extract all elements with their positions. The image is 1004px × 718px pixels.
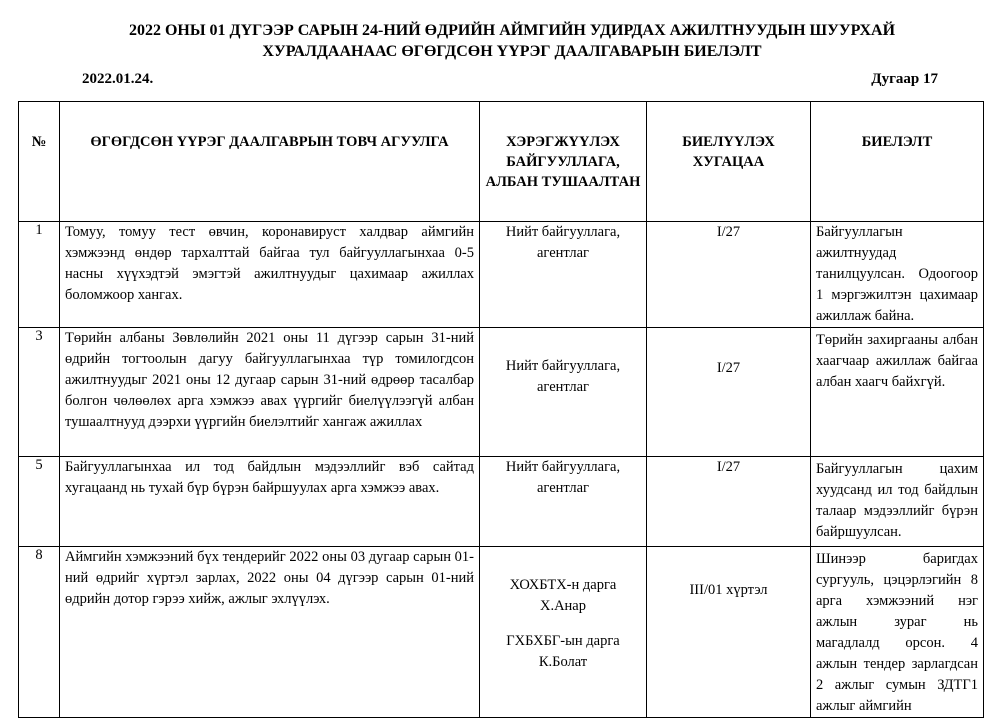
status-cell: Төрийн захиргааны албан хаагчаар ажиллаж байгаа албан хаагч байхгүй. [811,328,984,457]
deadline-cell: I/27 [647,328,811,457]
row-number: 3 [19,328,60,457]
header-task: ӨГӨГДСӨН ҮҮРЭГ ДААЛГАВРЫН ТОВЧ АГУУЛГА [60,102,480,222]
org-spacer [485,617,641,631]
row-number: 5 [19,457,60,547]
task-cell: Томуу, томуу тест өвчин, коронавируст халдвар аймгийн хэмжээнд өндөр тархалттай байгаа тул байгууллагынхаа 0-5 насны хүүхэдтэй эмэгтэй ажилтнуудыг цахимаар ажиллах боломжоор хангах. [60,222,480,328]
document-title [0,20,1004,62]
title-line-2: ХУРАЛДААНААС ӨГӨГДСӨН ҮҮРЭГ ДААЛГАВАРЫН БИЕЛЭЛТ [262,43,762,60]
header-status: БИЕЛЭЛТ [811,102,984,222]
org-title-2: ГХБХБГ-ын дарга [506,633,620,649]
title-line-1: 2022 ОНЫ 01 ДҮГЭЭР САРЫН 24-НИЙ ӨДРИЙН АЙМГИЙН УДИРДАХ АЖИЛТНУУДЫН ШУУРХАЙ [128,22,896,39]
org-person-2: К.Болат [538,654,588,670]
org-cell [480,547,647,718]
org-cell: Нийт байгууллага, агентлаг [480,222,647,328]
task-cell: Аймгийн хэмжээний бүх тендерийг 2022 оны 03 дугаар сарын 01-ний өдрийг хүртэл зарлах, 2022 оны 04 дүгээр сарын 01-ний өдрийн дотор гэрээ хийж, ажлыг эхлүүлэх. [60,547,480,718]
deadline-cell: I/27 [647,222,811,328]
table-row [19,457,984,547]
table-header-row [19,102,984,222]
deadline-cell: I/27 [647,457,811,547]
org-cell: Нийт байгууллага, агентлаг [480,457,647,547]
deadline-cell: III/01 хүртэл [647,547,811,718]
document-number: Дугаар 17 [871,71,938,87]
org-title-1: ХОХБТХ-н дарга [509,577,617,593]
status-cell: Байгууллагын ажилтнуудад танилцуулсан. Одоогоор 1 мэргэжилтэн цахимаар ажиллаж байна. [811,222,984,328]
status-cell: Шинээр баригдах сургууль, цэцэрлэгийн 8 арга хэмжээний нэг ажлын зураг нь магадлалд орсон. 4 ажлын тендер зарлагдсан 2 ажлыг сумын ЗДТГ1 ажлыг аймгийн [811,547,984,718]
org-person-1: Х.Анар [539,598,586,614]
header-no: № [19,102,60,222]
table-row [19,222,984,328]
task-cell: Төрийн албаны Зөвлөлийн 2021 оны 11 дүгээр сарын 31-ний өдрийн тогтоолын дагуу байгууллагынхаа түр томилогдсон ажилтнуудыг 2021 оны 12 дугаар сарын 31-ний өдрөөр тасалбар болгон чөлөөлөх арга хэмжээ авах үүргийг биелүүлээгүй албан тушаалтнууд дээрхи үүргийн биелэлтийг хангаж ажиллах [60,328,480,457]
org-cell: Нийт байгууллага, агентлаг [480,328,647,457]
table-row [19,328,984,457]
header-org: ХЭРЭГЖҮҮЛЭХ БАЙГУУЛЛАГА, АЛБАН ТУШААЛТАН [480,102,647,222]
row-number: 1 [19,222,60,328]
header-deadline: БИЕЛҮҮЛЭХ ХУГАЦАА [647,102,811,222]
status-cell: Байгууллагын цахим хуудсанд ил тод байдлын талаар мэдээллийг бүрэн байршуулсан. [811,457,984,547]
task-cell: Байгууллагынхаа ил тод байдлын мэдээллийг вэб сайтад хугацаанд нь тухай бүр бүрэн байршуулах арга хэмжээ авах. [60,457,480,547]
tasks-table [18,101,984,718]
document-date: 2022.01.24. [82,71,154,87]
row-number: 8 [19,547,60,718]
table-row [19,547,984,718]
